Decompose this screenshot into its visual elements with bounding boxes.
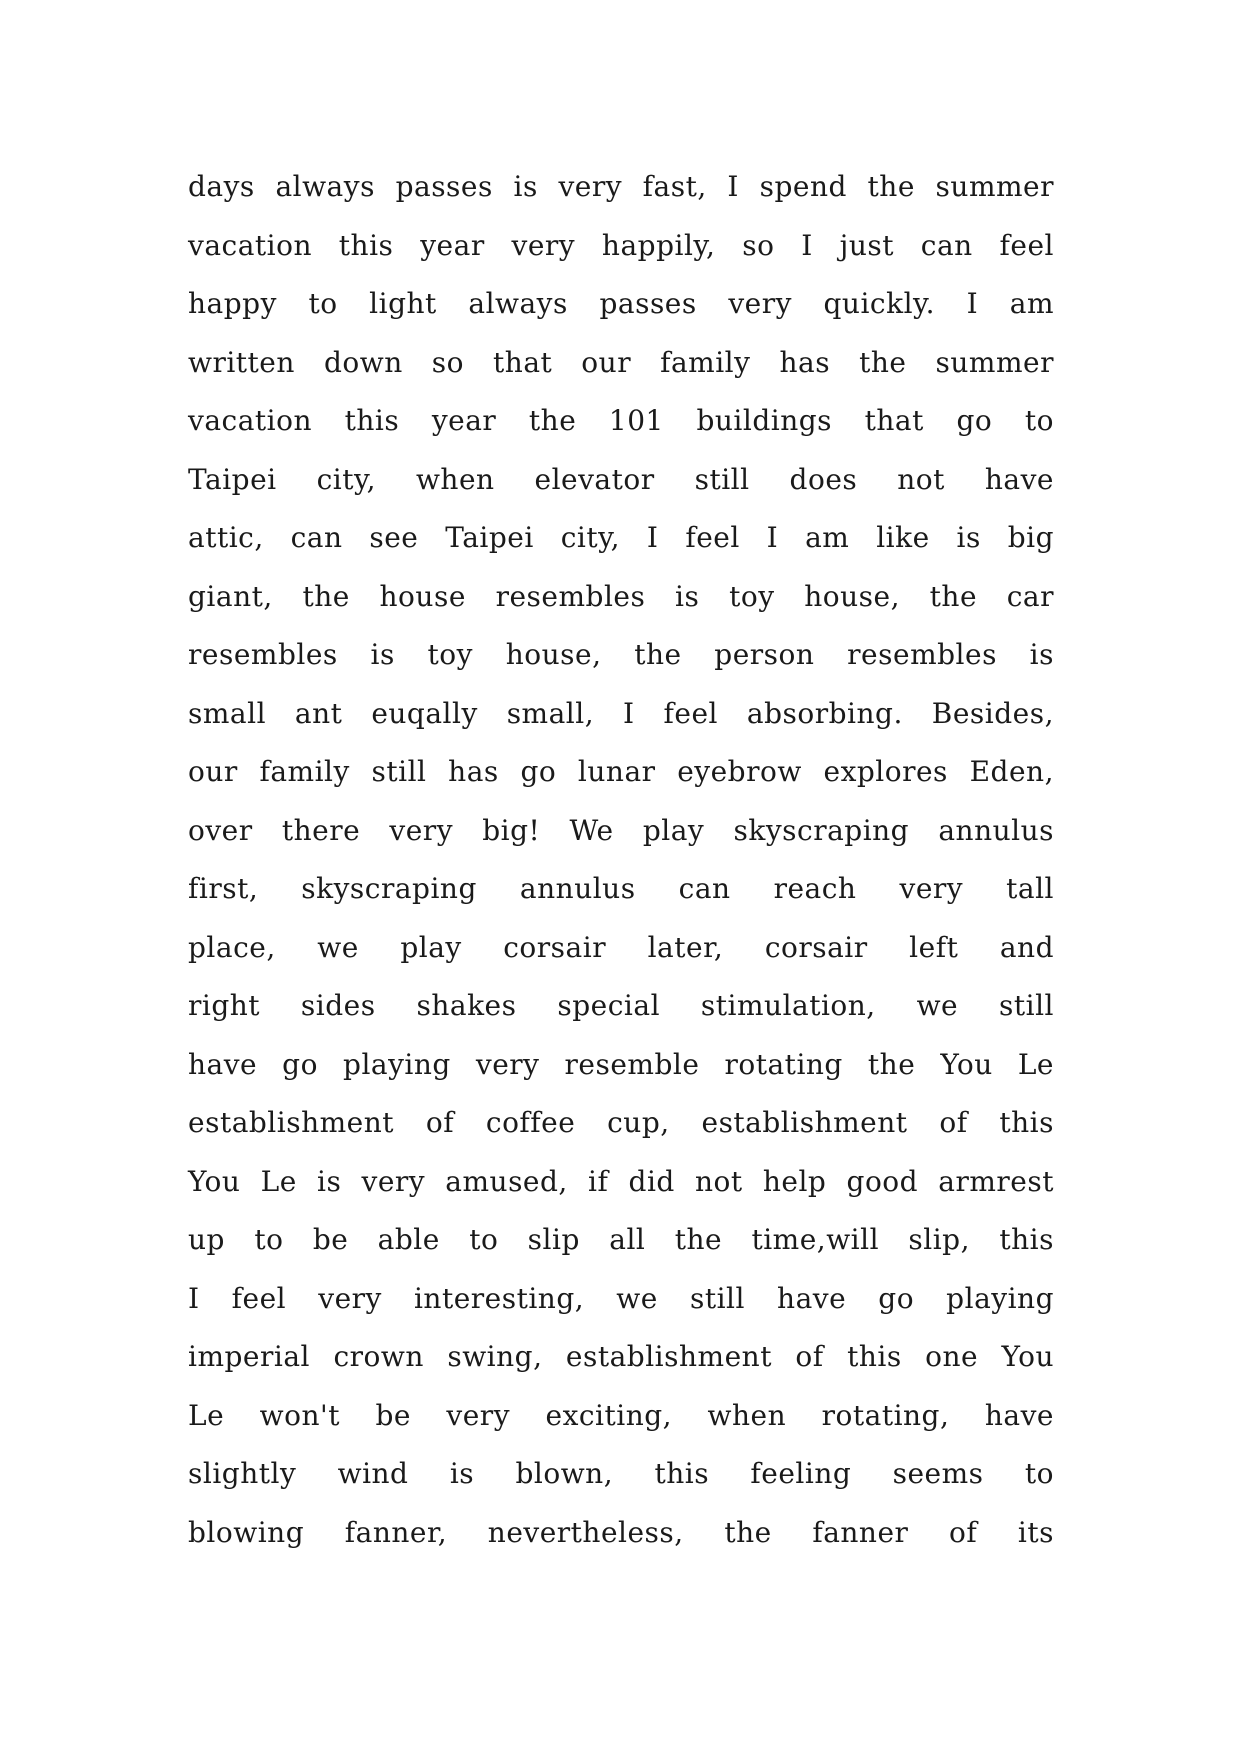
text-line: I feel very interesting, we still have go playing xyxy=(188,1281,1054,1315)
text-line: attic, can see Taipei city, I feel I am like is big xyxy=(188,521,1054,554)
text-line: small ant euqally small, I feel absorbing. Besides, xyxy=(188,696,1054,730)
text-line: written down so that our family has the summer xyxy=(188,345,1054,379)
text-line: Taipei city, when elevator still does not have xyxy=(188,462,1054,496)
text-line: giant, the house resembles is toy house, the car xyxy=(188,579,1054,613)
body-text xyxy=(188,162,1054,1566)
text-line: over there very big! We play skyscraping annulus xyxy=(188,813,1054,847)
text-line: slightly wind is blown, this feeling seems to xyxy=(188,1457,1054,1490)
text-line: right sides shakes special stimulation, we still xyxy=(188,989,1054,1022)
text-line: resembles is toy house, the person resembles is xyxy=(188,638,1054,671)
text-line: first, skyscraping annulus can reach very tall xyxy=(188,872,1054,905)
text-line: blowing fanner, nevertheless, the fanner of its xyxy=(188,1515,1054,1549)
text-line: You Le is very amused, if did not help good armrest xyxy=(188,1164,1054,1198)
text-line: imperial crown swing, establishment of this one You xyxy=(188,1340,1054,1373)
text-line: establishment of coffee cup, establishment of this xyxy=(188,1106,1054,1139)
text-line: place, we play corsair later, corsair left and xyxy=(188,930,1054,964)
text-line: happy to light always passes very quickly. I am xyxy=(188,287,1054,320)
text-line: have go playing very resemble rotating the You Le xyxy=(188,1047,1054,1081)
text-line: vacation this year the 101 buildings that go to xyxy=(188,404,1054,437)
text-line: vacation this year very happily, so I just can feel xyxy=(188,228,1054,262)
text-line: days always passes is very fast, I spend the summer xyxy=(188,170,1054,203)
text-line: up to be able to slip all the time,will slip, this xyxy=(188,1223,1054,1256)
text-line: our family still has go lunar eyebrow explores Eden, xyxy=(188,755,1054,788)
text-line: Le won't be very exciting, when rotating, have xyxy=(188,1398,1054,1432)
